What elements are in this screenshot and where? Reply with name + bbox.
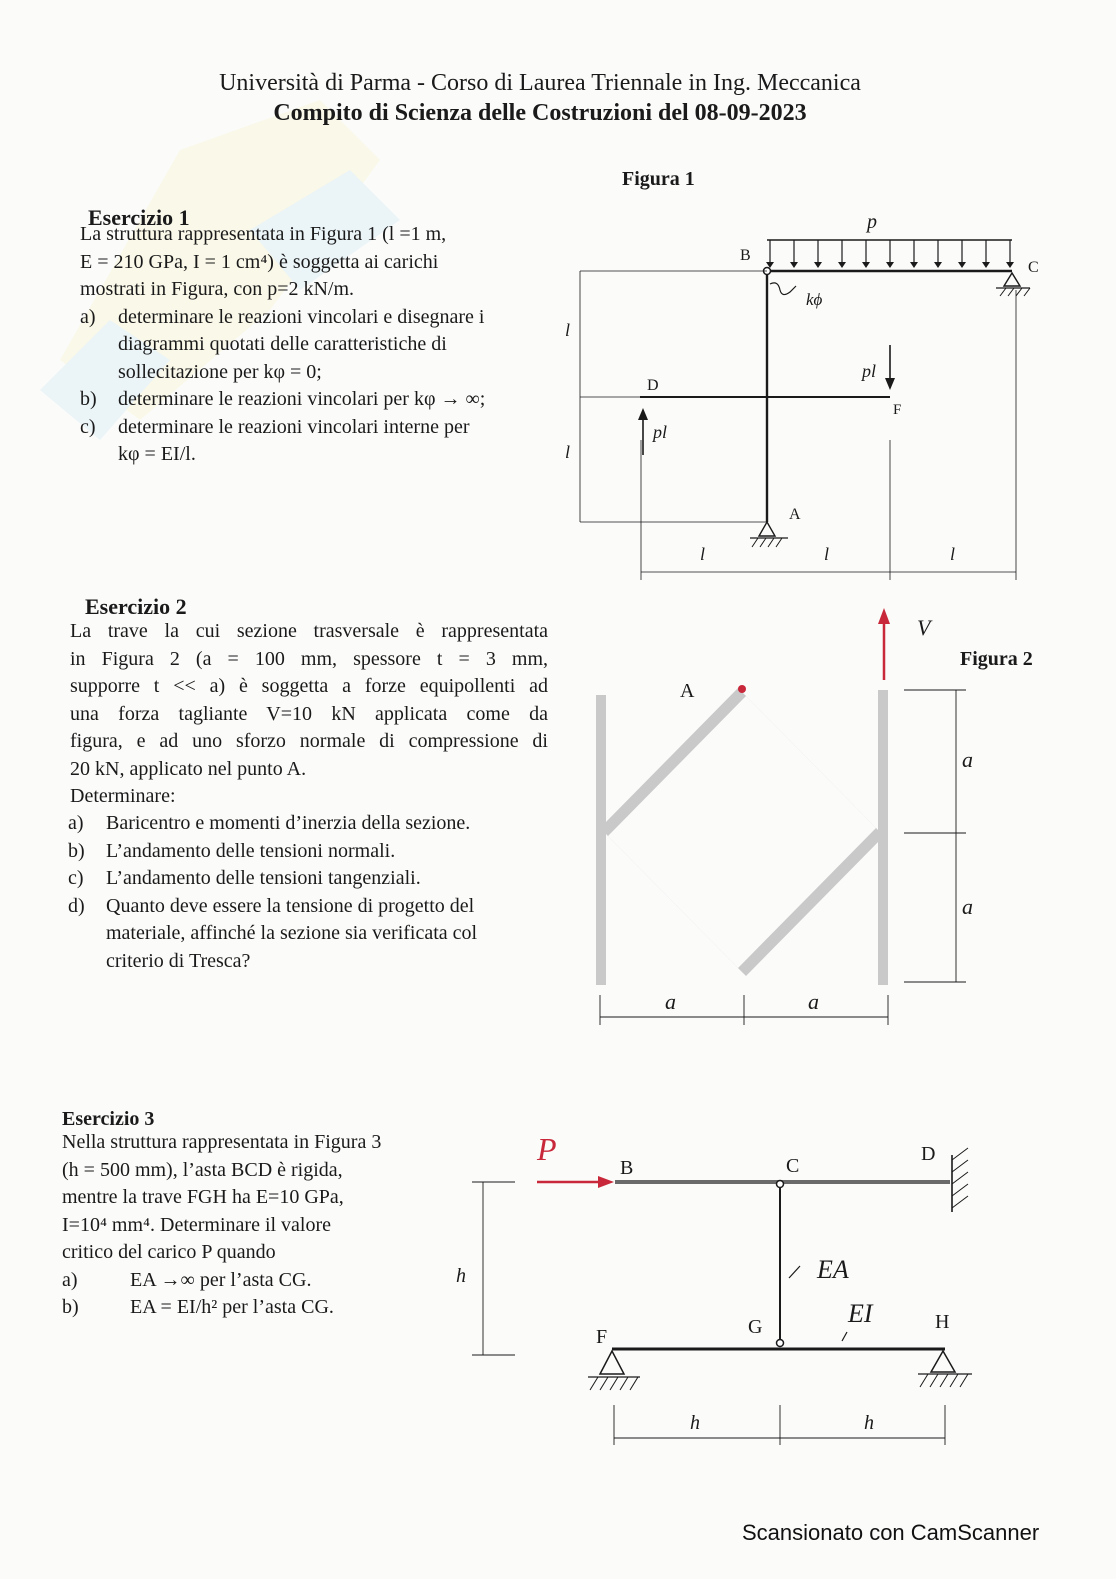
label-p: P	[537, 1131, 557, 1167]
ex1-title: Esercizio 1	[88, 205, 190, 230]
item-line: determinare le reazioni vincolari e disegnare i	[118, 305, 485, 328]
item-line: Baricentro e momenti d’inerzia della sezione.	[106, 812, 471, 834]
label-a: A	[789, 506, 801, 523]
item-line: L’andamento delle tensioni normali.	[106, 839, 396, 862]
label-kphi: kϕ	[806, 290, 823, 309]
figure-2-label: Figura 2	[960, 648, 1033, 670]
ex3-intro-line: (h = 500 mm), l’asta BCD è rigida,	[62, 1158, 343, 1181]
ex1-intro-line: mostrati in Figura, con p=2 kN/m.	[80, 278, 355, 300]
ex2-intro-line: una forza tagliante V=10 kN applicata come da	[70, 702, 548, 725]
ex2-intro-line: in Figura 2 (a = 100 mm, spessore t = 3 mm,	[70, 647, 548, 670]
ex3-title: Esercizio 3	[62, 1108, 155, 1130]
dim-l: l	[824, 544, 830, 564]
support-f	[600, 1351, 624, 1374]
header-exam-title: Compito di Scienza delle Costruzioni del 08-09-2023	[273, 100, 807, 126]
label-g: G	[748, 1316, 763, 1338]
label-a: A	[680, 680, 695, 702]
label-c: C	[1028, 259, 1039, 276]
label-b: B	[740, 247, 751, 264]
label-ea: EA	[817, 1255, 849, 1284]
item-label: b)	[68, 839, 85, 862]
label-c: C	[786, 1155, 800, 1177]
item-label: c)	[68, 867, 84, 889]
ex2-determine: Determinare:	[70, 785, 176, 807]
item-line: sollecitazione per kφ = 0;	[118, 360, 322, 383]
item-label: b)	[62, 1296, 79, 1318]
label-f: F	[596, 1326, 608, 1348]
item-line: L’andamento delle tensioni tangenziali.	[106, 867, 421, 889]
item-line: Quanto deve essere la tensione di progetto del	[106, 894, 475, 917]
label-ei: EI	[848, 1299, 873, 1328]
item-label: a)	[62, 1268, 78, 1291]
ex2-title: Esercizio 2	[85, 594, 187, 619]
ex2-intro-line: supporre t << a) è soggetta a forze equipollenti ad	[70, 675, 548, 697]
ex3-intro-line: mentre la trave FGH ha E=10 GPa,	[62, 1186, 344, 1208]
ex1-intro-line: La struttura rappresentata in Figura 1 (l =1 m,	[80, 223, 447, 245]
ex2-intro-line: figura, e ad uno sforzo normale di compressione di	[70, 730, 548, 752]
ex3-intro-line: critico del carico P quando	[62, 1241, 276, 1263]
item-line: kφ = EI/l.	[118, 443, 196, 465]
item-label: d)	[68, 894, 85, 917]
item-line: EA = EI/h² per l’asta CG.	[130, 1296, 334, 1318]
ex3-intro-line: I=10⁴ mm⁴. Determinare il valore	[62, 1213, 332, 1236]
dim-h: h	[690, 1412, 700, 1434]
item-label: b)	[80, 388, 97, 410]
item-line: materiale, affinché la sezione sia verificata col	[106, 922, 478, 944]
dim-a: a	[962, 894, 973, 919]
label-f: F	[893, 402, 902, 418]
label-p: p	[867, 211, 877, 233]
label-h: H	[935, 1311, 950, 1333]
label-d: D	[921, 1143, 936, 1165]
item-label: c)	[80, 415, 96, 438]
label-d: D	[647, 377, 659, 394]
dim-l: l	[950, 544, 956, 564]
dim-a: a	[665, 989, 676, 1014]
item-line: determinare le reazioni vincolari per kφ → ∞;	[118, 388, 486, 410]
ex3-intro-line: Nella struttura rappresentata in Figura 3	[62, 1131, 382, 1153]
dim-a: a	[962, 747, 973, 772]
label-b: B	[620, 1157, 634, 1179]
header-university: Università di Parma - Corso di Laurea Triennale in Ing. Meccanica	[219, 70, 861, 96]
ex1-intro-line: E = 210 GPa, I = 1 cm⁴) è soggetta ai carichi	[80, 250, 439, 273]
dim-l: l	[565, 442, 571, 462]
dim-l: l	[565, 320, 571, 340]
dim-h: h	[864, 1412, 874, 1434]
dim-l: l	[700, 544, 706, 564]
item-line: diagrammi quotati delle caratteristiche di	[118, 333, 447, 355]
label-pl-up: pl	[653, 422, 668, 442]
item-line: determinare le reazioni vincolari interne per	[118, 415, 470, 438]
item-label: a)	[80, 305, 96, 328]
item-label: a)	[68, 812, 84, 834]
hinge-g	[777, 1340, 784, 1347]
scanner-footer: Scansionato con CamScanner	[742, 1520, 1040, 1545]
ex2-intro-line: 20 kN, applicato nel punto A.	[70, 757, 307, 780]
label-pl-down: pl	[862, 361, 877, 381]
item-line: EA →∞ per l’asta CG.	[130, 1268, 312, 1291]
support-h	[931, 1351, 955, 1372]
dim-h: h	[456, 1265, 466, 1287]
figure-1-label: Figura 1	[622, 168, 695, 190]
label-v: V	[917, 615, 931, 640]
dim-a: a	[808, 989, 819, 1014]
hinge-c	[777, 1181, 784, 1188]
ex2-intro-line: La trave la cui sezione trasversale è rappresentata	[70, 620, 548, 642]
item-line: criterio di Tresca?	[106, 949, 251, 972]
